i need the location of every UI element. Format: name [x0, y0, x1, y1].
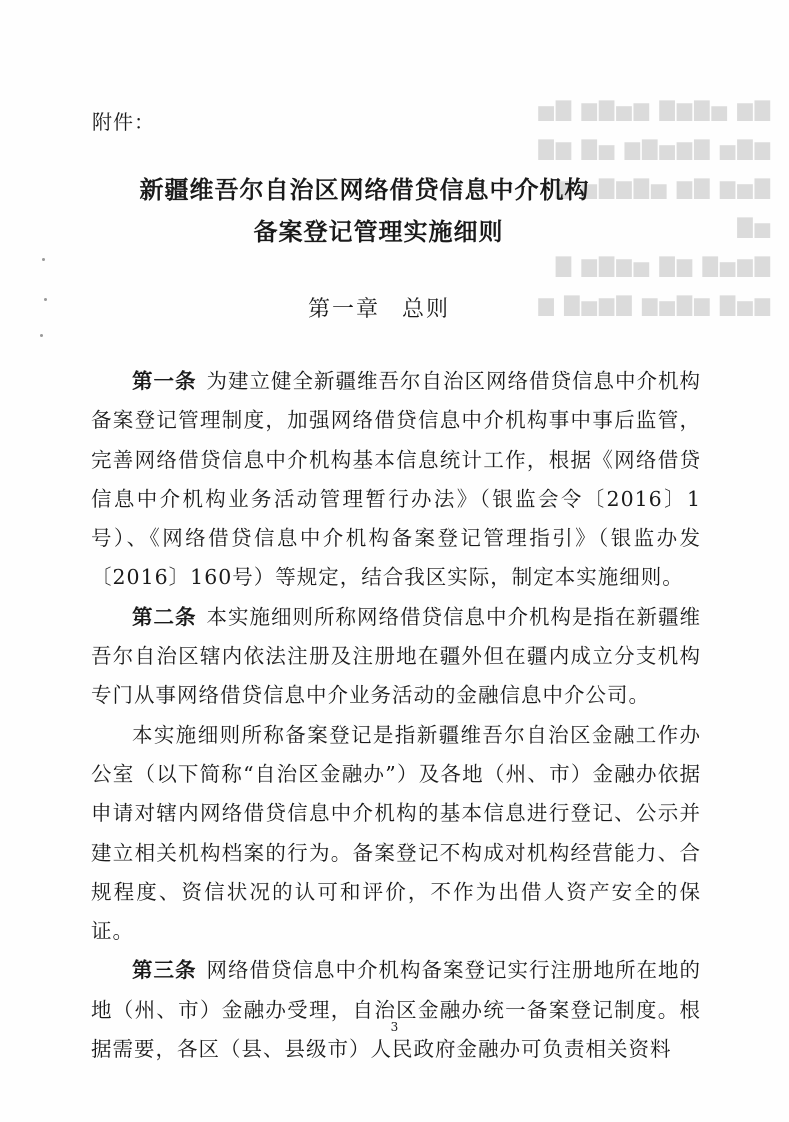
- chapter-number: 第一章: [308, 297, 381, 322]
- page-number: 3: [390, 1020, 399, 1034]
- attachment-label: 附件：: [92, 110, 155, 134]
- chapter-name: 总则: [402, 297, 451, 322]
- article-paragraph: [91, 716, 701, 952]
- article-paragraph: [91, 362, 701, 598]
- article-text: 网络借贷信息中介机构备案登记实行注册地所在地的地（州、市）金融办受理，自治区金融办统一备案登记制度。根据需要，各区（县、县级市）人民政府金融办可负责相关资料: [91, 958, 701, 1062]
- chapter-heading: [308, 292, 450, 323]
- document-title-line-2: 备案登记管理实施细则: [253, 217, 504, 246]
- article-paragraph: [91, 598, 701, 716]
- article-label: 第一条: [132, 369, 197, 393]
- bleed-through-texture: ▇▆ ▅▇▆▇ ▆▅▇▆ ▇▅ ▆▇▅ ▇▆▅▇▆ ▅▇ ▆▇ ▇▅▆ ▇▆ ▅▇▆▇▅ ▆ ▅▇ ▇▆▅▇ ▆▇ ▅▆▇▆ ▇ ▆▅▇ ▆▇▅▆ ▇▆▅▇ ▆: [536, 97, 770, 316]
- article-text: 本实施细则所称备案登记是指新疆维吾尔自治区金融工作办公室（以下简称“自治区金融办”）及各地（州、市）金融办依据申请对辖内网络借贷信息中介机构的基本信息进行登记、公示并建立相关机构档案的行为。备案登记不构成对机构经营能力、合规程度、资信状况的认可和评价，不作为出借人资产安全的保证。: [91, 722, 701, 944]
- article-paragraph: [91, 951, 701, 1069]
- article-text: 本实施细则所称网络借贷信息中介机构是指在新疆维吾尔自治区辖内依法注册及注册地在疆外但在疆内成立分支机构专门从事网络借贷信息中介业务活动的金融信息中介公司。: [91, 604, 701, 708]
- article-label: 第二条: [132, 604, 197, 629]
- article-text: 为建立健全新疆维吾尔自治区网络借贷信息中介机构备案登记管理制度，加强网络借贷信息中介机构事中事后监管，完善网络借贷信息中介机构基本信息统计工作，根据《网络借贷信息中介机构业务活动管理暂行办法》（银监会令〔2016〕1号）、《网络借贷信息中介机构备案登记管理指引》（银监办发〔2016〕160号）等规定，结合我区实际，制定本实施细则。: [91, 369, 701, 590]
- document-title-line-1: 新疆维吾尔自治区网络借贷信息中介机构: [139, 175, 590, 204]
- document-body: [91, 362, 701, 1069]
- article-label: 第三条: [132, 958, 197, 983]
